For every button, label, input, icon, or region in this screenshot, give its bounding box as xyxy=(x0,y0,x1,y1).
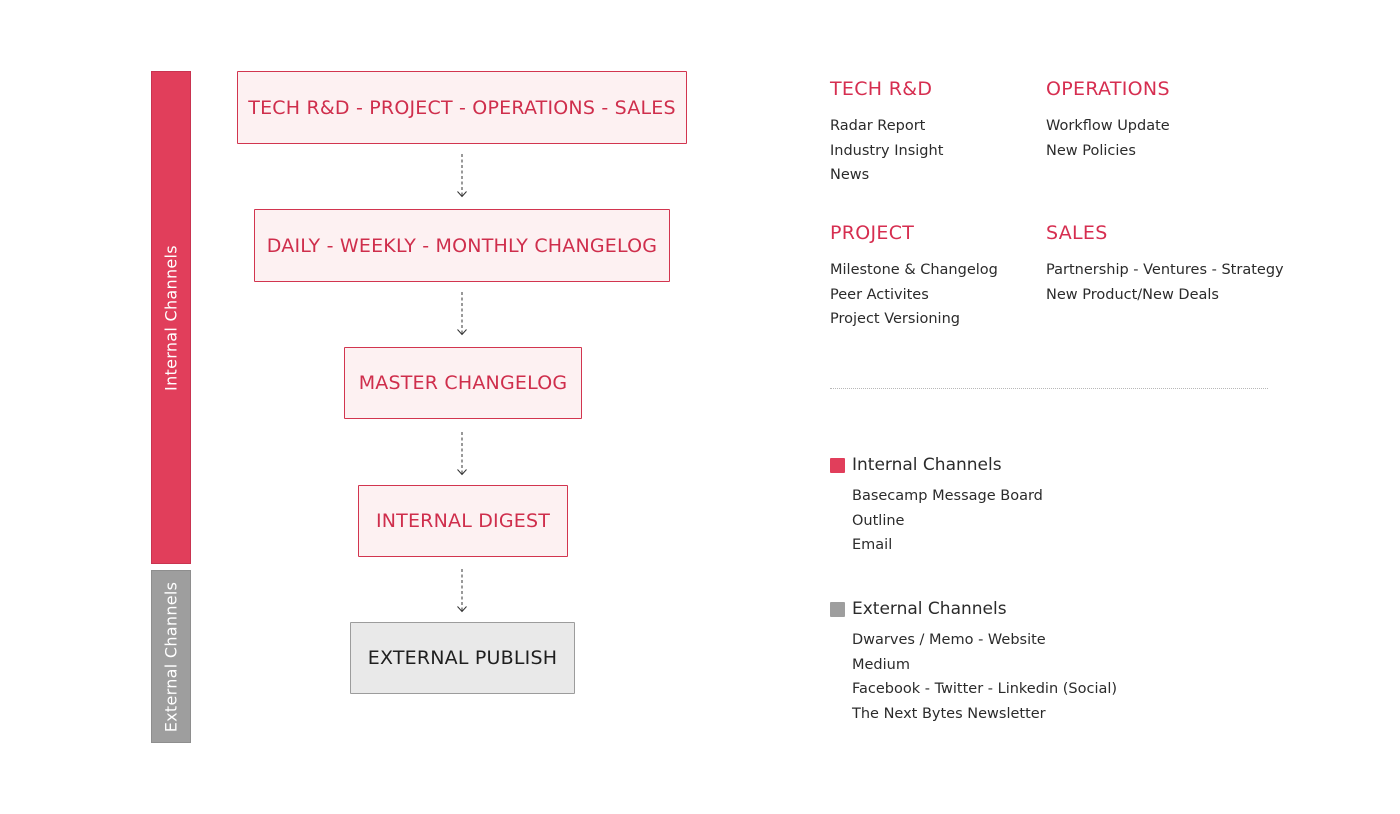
external-swatch-icon xyxy=(830,602,845,617)
section-divider xyxy=(830,388,1268,389)
flow-step-master-changelog: MASTER CHANGELOG xyxy=(344,347,582,419)
legend-title: External Channels xyxy=(852,599,1007,619)
legend-item: Medium xyxy=(852,656,910,673)
legend-item: Facebook - Twitter - Linkedin (Social) xyxy=(852,681,1118,697)
flow-step-changelog: DAILY - WEEKLY - MONTHLY CHANGELOG xyxy=(254,209,670,282)
internal-swatch-icon xyxy=(830,458,845,473)
category-operations xyxy=(1046,78,1286,163)
category-item: Industry Insight xyxy=(830,142,944,159)
external-channels-bar-label: External Channels xyxy=(161,581,181,732)
category-title: SALES xyxy=(1046,222,1108,244)
internal-channels-bar-label: Internal Channels xyxy=(161,244,181,391)
flow-step-internal-digest: INTERNAL DIGEST xyxy=(358,485,568,557)
category-item: New Policies xyxy=(1046,142,1136,159)
legend-internal-channels xyxy=(830,453,1250,558)
category-item: Peer Activites xyxy=(830,286,929,303)
category-title: PROJECT xyxy=(830,222,915,244)
category-project xyxy=(830,222,1070,332)
category-title: OPERATIONS xyxy=(1046,78,1170,100)
category-sales xyxy=(1046,222,1286,307)
flow-arrow-down-icon xyxy=(452,567,472,615)
category-item: Milestone & Changelog xyxy=(830,262,998,278)
flow-step-external-publish: EXTERNAL PUBLISH xyxy=(350,622,575,694)
legend-item: Email xyxy=(852,537,893,553)
legend-item: Basecamp Message Board xyxy=(852,488,1043,504)
category-item: Radar Report xyxy=(830,118,926,134)
legend-title: Internal Channels xyxy=(852,455,1002,475)
flow-arrow-down-icon xyxy=(452,290,472,338)
flow-arrow-down-icon xyxy=(452,152,472,200)
category-item: Workflow Update xyxy=(1046,118,1170,134)
category-item: News xyxy=(830,167,870,183)
external-channels-bar xyxy=(151,570,191,743)
category-item: New Product/New Deals xyxy=(1046,286,1219,303)
legend-item: The Next Bytes Newsletter xyxy=(852,705,1046,722)
category-title: TECH R&D xyxy=(830,78,933,100)
flow-arrow-down-icon xyxy=(452,430,472,478)
category-item: Project Versioning xyxy=(830,311,960,327)
flow-step-sources: TECH R&D - PROJECT - OPERATIONS - SALES xyxy=(237,71,687,144)
internal-channels-bar xyxy=(151,71,191,564)
legend-item: Dwarves / Memo - Website xyxy=(852,632,1046,648)
category-item: Partnership - Ventures - Strategy xyxy=(1046,262,1284,278)
legend-item: Outline xyxy=(852,512,905,529)
category-tech-rd xyxy=(830,78,1070,188)
legend-external-channels xyxy=(830,597,1250,726)
